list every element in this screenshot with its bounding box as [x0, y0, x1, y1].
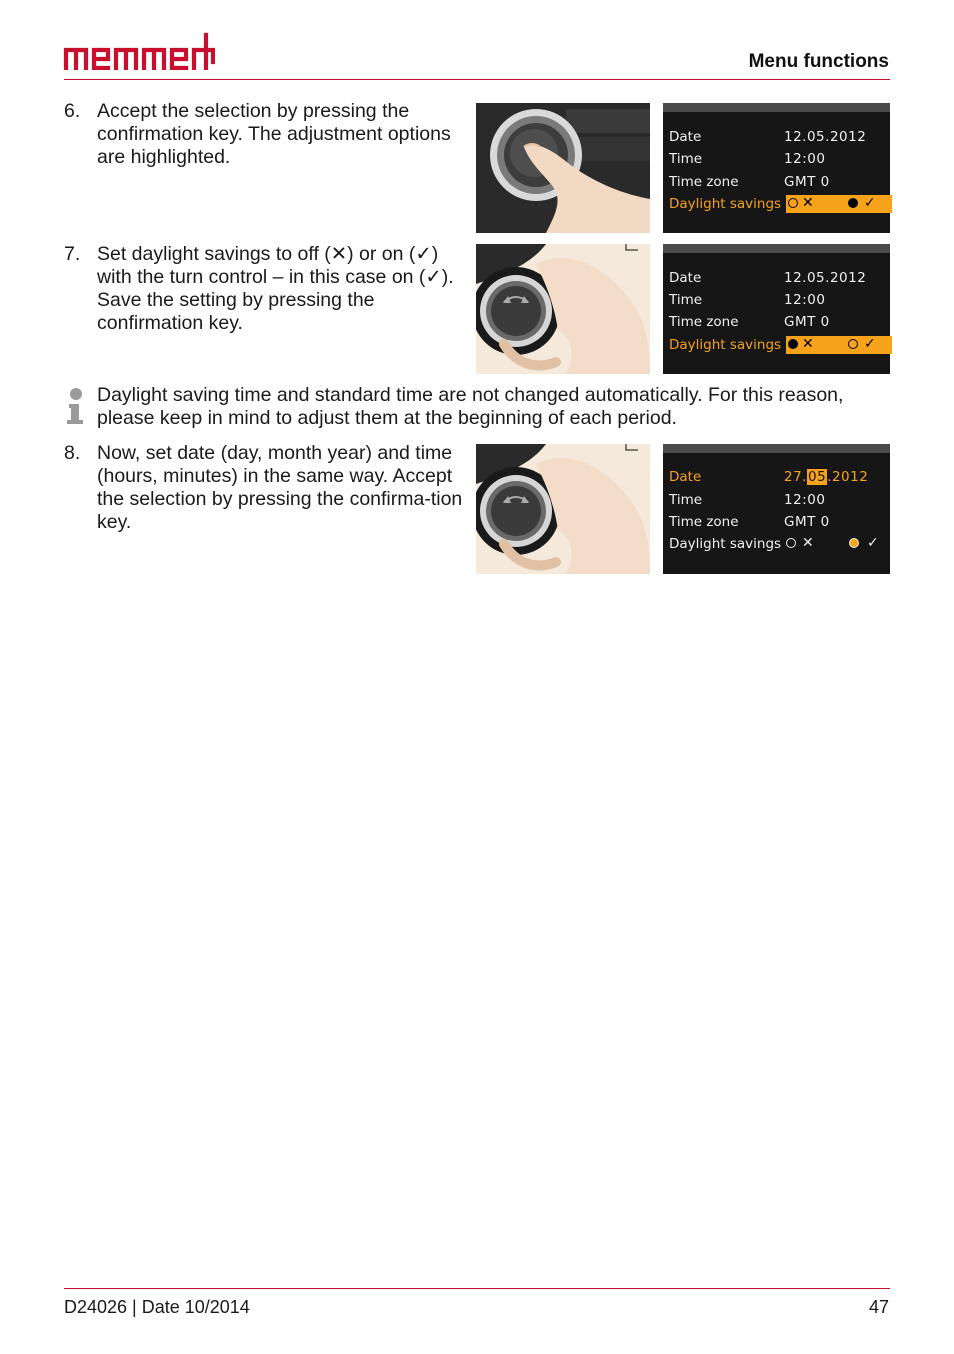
turn-control-photo — [476, 244, 650, 374]
step-number: 8. — [64, 442, 81, 464]
display-screen-2: Date 12.05.2012 Time 12:00 Time zone GMT 0 Daylight savings ✕ ✓ — [663, 244, 890, 374]
document-reference: D24026 | Date 10/2014 — [64, 1297, 250, 1317]
info-note — [64, 384, 894, 430]
step-number: 6. — [64, 100, 81, 122]
radio-on-icon — [848, 198, 858, 208]
radio-off-icon — [786, 538, 796, 548]
footer-rule — [64, 1288, 890, 1289]
step-number: 7. — [64, 243, 81, 265]
step-7 — [64, 243, 464, 335]
daylight-savings-row: Daylight savings ✕ ✓ — [669, 336, 892, 354]
on-icon: ✓ — [867, 535, 879, 551]
off-icon: ✕ — [802, 336, 814, 352]
press-key-photo — [476, 103, 650, 233]
memmert-logo — [63, 32, 215, 70]
header-rule — [64, 79, 890, 80]
daylight-savings-row: Daylight savings ✕ ✓ — [669, 195, 892, 213]
radio-off-icon — [788, 198, 798, 208]
screen-title-bar — [663, 244, 890, 253]
radio-on-icon — [849, 538, 859, 548]
step-text: Now, set date (day, month year) and time (hours, minutes) in the same way. Accept the selection by pressing the confirma-tion key. — [97, 442, 463, 533]
page-number: 47 — [868, 1297, 889, 1317]
display-screen-1: Date 12.05.2012 Time 12:00 Time zone GMT 0 Daylight savings ✕ ✓ — [663, 103, 890, 233]
daylight-savings-options — [786, 336, 892, 354]
on-icon: ✓ — [864, 195, 876, 211]
step-6 — [64, 100, 464, 169]
off-icon: ✕ — [802, 535, 814, 551]
daylight-savings-options — [786, 535, 892, 553]
screen-title-bar — [663, 103, 890, 112]
daylight-savings-options — [786, 195, 892, 213]
radio-on-icon — [848, 339, 858, 349]
turn-control-photo-2 — [476, 444, 650, 574]
section-title: Menu functions — [748, 51, 889, 72]
date-day: 27. — [784, 469, 807, 485]
on-icon: ✓ — [864, 336, 876, 352]
screen-title-bar — [663, 444, 890, 453]
daylight-savings-row: Daylight savings ✕ ✓ — [669, 535, 892, 553]
info-icon — [64, 388, 88, 426]
radio-off-icon — [788, 339, 798, 349]
step-8 — [64, 442, 464, 534]
off-icon: ✕ — [802, 195, 814, 211]
date-month-selected: 05 — [807, 469, 827, 485]
step-text: Set daylight savings to off (✕) or on (✓) with the turn control – in this case on (✓). Save the setting by pressing the confirmation key. — [97, 243, 454, 334]
date-year: .2012 — [827, 469, 869, 485]
note-text: Daylight saving time and standard time are not changed automatically. For this reason, please keep in mind to adjust them at the beginning of each period. — [97, 384, 844, 429]
display-screen-3: Date 27.05.2012 Time 12:00 Time zone GMT 0 Daylight savings ✕ ✓ — [663, 444, 890, 574]
step-text: Accept the selection by pressing the confirmation key. The adjustment options are highlighted. — [97, 100, 451, 168]
